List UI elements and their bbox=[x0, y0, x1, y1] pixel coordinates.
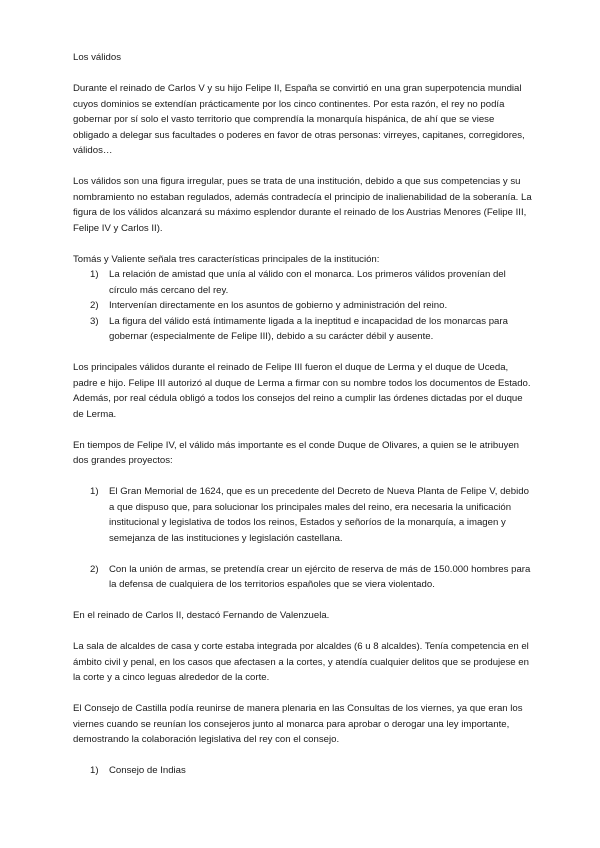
list-item-text: La relación de amistad que unía al válido con el monarca. Los primeros válidos provenían del círculo más cercano del rey. bbox=[109, 269, 506, 296]
paragraph-felipe-iii: Los principales válidos durante el reinado de Felipe III fueron el duque de Lerma y el duque de Uceda, padre e hijo. Felipe III autorizó al duque de Lerma a firmar con su nombre todos los documentos de Estado. Además, por real cédula obligó a todos los consejos del reino a cumplir las órdenes dictadas por el duque de Lerma. bbox=[73, 362, 531, 420]
list-item bbox=[73, 267, 533, 298]
list-item-number: 1) bbox=[90, 486, 99, 497]
characteristics-list bbox=[73, 267, 533, 345]
councils-list bbox=[73, 763, 533, 779]
list-item-number: 2) bbox=[90, 563, 99, 575]
paragraph-carlos-ii: En el reinado de Carlos II, destacó Fernando de Valenzuela. bbox=[73, 610, 330, 621]
paragraph-validos-definition: Los válidos son una figura irregular, pues se trata de una institución, debido a que sus competencias y su nombramiento no estaban regulados, además contradecía el principio de inalienabilidad de la soberanía. La figura de los válidos alcanzará su máximo esplendor durante el reinado de los Austrias Menores (Felipe III, Felipe IV y Carlos II). bbox=[73, 176, 532, 234]
paragraph-intro: Durante el reinado de Carlos V y su hijo Felipe II, España se convirtió en una gran superpotencia mundial cuyos dominios se extendían prácticamente por los cinco continentes. Por esta razón, el rey no podía gobernar por sí solo el vasto territorio que comprendía la monarquía hispánica, de ahí que se viese obligado a delegar sus facultades o poderes en favor de otras personas: virreyes, capitanes, corregidores, válidos… bbox=[73, 83, 525, 156]
list-item bbox=[73, 763, 533, 779]
list-item-number: 3) bbox=[90, 315, 99, 327]
list-item-text: El Gran Memorial de 1624, que es un precedente del Decreto de Nueva Planta de Felipe V, debido a que dispuso que, para solucionar los principales males del reino, era necesaria la unificación institucional y legislativa de todos los reinos, Estados y señoríos de la monarquía, a imagen y semejanza de las instituciones y legislación castellana. bbox=[109, 486, 529, 544]
list-item bbox=[73, 314, 533, 345]
list-item bbox=[73, 298, 533, 314]
list-item-number: 2) bbox=[90, 300, 99, 311]
list-item-number: 1) bbox=[90, 269, 99, 280]
list-item-text: Intervenían directamente en los asuntos de gobierno y administración del reino. bbox=[109, 300, 448, 311]
list-item-text: La figura del válido está íntimamente ligada a la ineptitud e incapacidad de los monarcas para gobernar (especialmente de Felipe III), debido a su carácter débil y ausente. bbox=[109, 315, 508, 342]
list-item-text: Consejo de Indias bbox=[109, 765, 186, 776]
paragraph-sala-alcaldes: La sala de alcaldes de casa y corte estaba integrada por alcaldes (6 u 8 alcaldes). Tenía competencia en el ámbito civil y penal, en los casos que afectasen a la cortes, y atendía cualquier delitos que se produjese en la corte y a cinco leguas alrededor de la corte. bbox=[73, 641, 529, 683]
paragraph-characteristics-intro: Tomás y Valiente señala tres características principales de la institución: bbox=[73, 253, 380, 265]
paragraph-felipe-iv: En tiempos de Felipe IV, el válido más importante es el conde Duque de Olivares, a quien se le atribuyen dos grandes proyectos: bbox=[73, 439, 520, 466]
list-item bbox=[73, 562, 533, 593]
document-title: Los válidos bbox=[73, 52, 121, 63]
document-page bbox=[73, 50, 533, 794]
list-item bbox=[73, 484, 533, 546]
projects-list bbox=[73, 484, 533, 593]
paragraph-consejo-castilla: El Consejo de Castilla podía reunirse de manera plenaria en las Consultas de los viernes, ya que eran los viernes cuando se reunían los consejeros junto al monarca para aprobar o derogar una ley importante, demostrando la colaboración legislativa del rey con el consejo. bbox=[73, 703, 523, 745]
list-item-text: Con la unión de armas, se pretendía crear un ejército de reserva de más de 150.000 hombres para la defensa de cualquiera de los territorios españoles que se viera violentado. bbox=[109, 563, 531, 590]
list-item-number: 1) bbox=[90, 765, 99, 776]
